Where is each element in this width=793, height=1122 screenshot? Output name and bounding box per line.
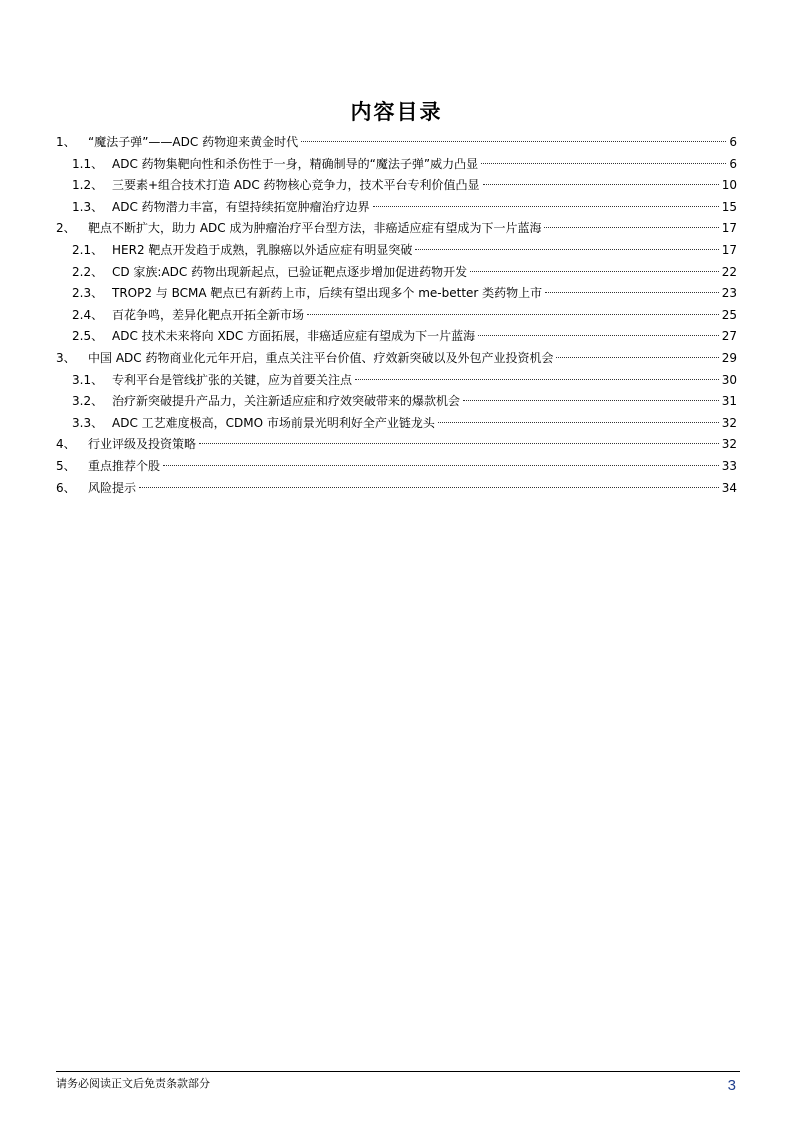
toc-entry-title: 专利平台是管线扩张的关键，应为首要关注点	[112, 372, 353, 387]
toc-entry-leader	[470, 271, 719, 272]
toc-entry[interactable]	[56, 391, 737, 413]
toc-entry-number: 1、	[56, 135, 76, 149]
toc-entry-title: 三要素+组合技术打造 ADC 药物核心竞争力，技术平台专利价值凸显	[112, 178, 480, 193]
toc-entry-page: 29	[721, 350, 737, 365]
toc-entry-title: 靶点不断扩大，助力 ADC 成为肿瘤治疗平台型方法，非癌适应症有望成为下一片蓝海	[88, 221, 542, 236]
footer-divider	[56, 1071, 740, 1072]
toc-entry-leader	[301, 141, 726, 142]
toc-entry-title: 中国 ADC 药物商业化元年开启，重点关注平台价值、疗效新突破以及外包产业投资机会	[88, 350, 554, 365]
toc-entry-page: 32	[721, 415, 737, 430]
toc-entry[interactable]	[56, 154, 737, 176]
toc-entry-number: 3.2、	[72, 394, 104, 409]
toc-entry-page: 25	[721, 307, 737, 322]
toc-entry-number: 2.3、	[72, 286, 104, 301]
page-title: 内容目录	[350, 100, 443, 124]
toc-entry-number: 3、	[56, 350, 76, 365]
toc-entry-page: 17	[721, 221, 737, 236]
toc-entry[interactable]	[56, 370, 737, 392]
toc-entry-leader	[438, 422, 719, 423]
toc-entry-title: ADC 技术未来将向 XDC 方面拓展，非癌适应症有望成为下一片蓝海	[112, 329, 476, 344]
toc-entry-leader	[199, 443, 719, 444]
toc-entry-title: “魔法子弹”——ADC 药物迎来黄金时代	[88, 135, 299, 149]
toc-entry-number: 6、	[56, 480, 76, 495]
toc-entry[interactable]	[56, 434, 737, 456]
toc-entry-page: 31	[721, 394, 737, 409]
toc-entry-leader	[355, 379, 719, 380]
page-number: 3	[727, 1077, 736, 1094]
toc-entry-title: 治疗新突破提升产品力，关注新适应症和疗效突破带来的爆款机会	[112, 394, 461, 409]
toc-entry[interactable]	[56, 348, 737, 370]
toc-entry-page: 6	[729, 156, 737, 171]
toc-entry-number: 5、	[56, 458, 76, 473]
toc-entry[interactable]	[56, 175, 737, 197]
toc-entry-leader	[415, 249, 718, 250]
toc-entry-title: CD 家族:ADC 药物出现新起点，已验证靶点逐步增加促进药物开发	[112, 264, 468, 279]
toc-entry[interactable]	[56, 262, 737, 284]
toc-entry[interactable]	[56, 478, 737, 500]
toc-entry-page: 15	[721, 199, 737, 214]
toc-entry[interactable]	[56, 326, 737, 348]
toc-entry-page: 34	[721, 480, 737, 495]
toc-entry-page: 22	[721, 264, 737, 279]
toc-entry-leader	[139, 487, 719, 488]
toc-entry-page: 17	[721, 242, 737, 257]
toc-entry-number: 2.4、	[72, 307, 104, 322]
toc-entry-number: 2.2、	[72, 264, 104, 279]
toc-entry-number: 2.5、	[72, 329, 104, 344]
toc-entry-title: TROP2 与 BCMA 靶点已有新药上市，后续有望出现多个 me-better 类药物上市	[112, 286, 543, 301]
toc-entry-number: 1.2、	[72, 178, 104, 193]
toc-entry-number: 4、	[56, 437, 76, 452]
toc-entry-number: 2.1、	[72, 242, 104, 257]
toc-entry-leader	[544, 227, 718, 228]
toc-entry-title: 风险提示	[88, 480, 137, 495]
toc-entry-title: ADC 药物集靶向性和杀伤性于一身，精确制导的“魔法子弹”威力凸显	[112, 156, 479, 171]
toc-entry-title: 行业评级及投资策略	[88, 437, 197, 452]
toc-entry-page: 10	[721, 178, 737, 193]
toc-entry-number: 2、	[56, 221, 76, 236]
toc-entry[interactable]	[56, 218, 737, 240]
toc-entry-title: ADC 药物潜力丰富，有望持续拓宽肿瘤治疗边界	[112, 199, 370, 214]
toc-entry[interactable]	[56, 197, 737, 219]
toc-entry-page: 27	[721, 329, 737, 344]
table-of-contents	[56, 132, 737, 499]
toc-entry-leader	[478, 335, 719, 336]
toc-entry-number: 3.1、	[72, 372, 104, 387]
toc-entry-leader	[481, 163, 726, 164]
toc-entry[interactable]	[56, 132, 737, 154]
toc-entry-page: 6	[729, 135, 737, 149]
toc-entry-number: 3.3、	[72, 415, 104, 430]
toc-entry-leader	[556, 357, 718, 358]
toc-entry-leader	[307, 314, 719, 315]
toc-entry[interactable]	[56, 283, 737, 305]
toc-entry-leader	[545, 292, 719, 293]
toc-entry-page: 23	[721, 286, 737, 301]
toc-entry-page: 30	[721, 372, 737, 387]
toc-entry-title: 百花争鸣，差异化靶点开拓全新市场	[112, 307, 305, 322]
footer-disclaimer: 请务必阅读正文后免责条款部分	[56, 1077, 210, 1090]
toc-entry-page: 33	[721, 458, 737, 473]
toc-entry-title: ADC 工艺难度极高，CDMO 市场前景光明利好全产业链龙头	[112, 415, 435, 430]
toc-entry-leader	[463, 400, 719, 401]
toc-entry[interactable]	[56, 305, 737, 327]
toc-entry-title: HER2 靶点开发趋于成熟，乳腺癌以外适应症有明显突破	[112, 242, 413, 257]
toc-entry[interactable]	[56, 413, 737, 435]
toc-entry-title: 重点推荐个股	[88, 458, 161, 473]
toc-entry-leader	[373, 206, 719, 207]
toc-entry-page: 32	[721, 437, 737, 452]
toc-entry-leader	[163, 465, 719, 466]
toc-entry-number: 1.1、	[72, 156, 104, 171]
toc-entry-number: 1.3、	[72, 199, 104, 214]
toc-entry[interactable]	[56, 240, 737, 262]
toc-entry[interactable]	[56, 456, 737, 478]
toc-entry-leader	[483, 184, 719, 185]
